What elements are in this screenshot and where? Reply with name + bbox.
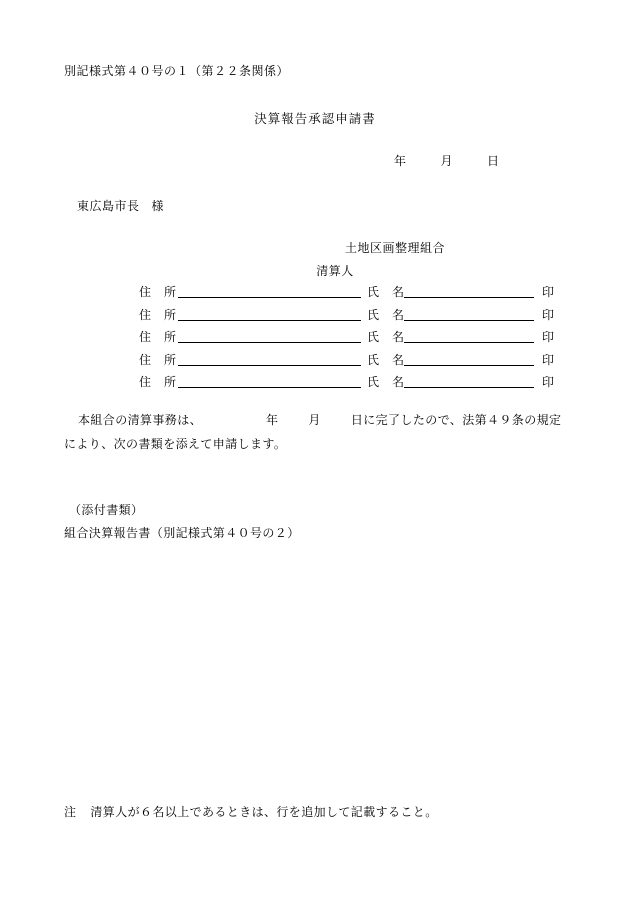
address-input-line[interactable] xyxy=(178,387,361,388)
footnote xyxy=(64,803,438,820)
footnote-label: 注 xyxy=(64,805,77,819)
organization-name: 土地区画整理組合 xyxy=(344,241,445,255)
address-label: 住 所 xyxy=(139,330,177,344)
name-input-line[interactable] xyxy=(404,342,534,343)
addressee-name: 東広島市長 xyxy=(77,199,140,213)
signature-row xyxy=(64,373,566,396)
addressee-line xyxy=(77,197,164,214)
document-content xyxy=(64,0,566,903)
footnote-text: 清算人が６名以上であるときは、行を追加して記載すること。 xyxy=(90,805,438,819)
addressee-honorific: 様 xyxy=(151,199,165,213)
seal-label: 印 xyxy=(542,307,555,322)
body-year-label: 年 xyxy=(266,413,279,427)
name-label: 氏 名 xyxy=(367,285,405,299)
name-input-line[interactable] xyxy=(404,387,534,388)
body-text-part2: 日に完了したので、法第４９条の規定により、次の書類を添えて申請します。 xyxy=(64,413,562,451)
signature-rows xyxy=(64,283,566,396)
signature-row xyxy=(64,328,566,351)
name-label: 氏 名 xyxy=(367,352,405,367)
role-label: 清算人 xyxy=(316,264,354,278)
address-label: 住 所 xyxy=(139,307,177,322)
seal-label: 印 xyxy=(542,330,555,344)
signature-row xyxy=(64,283,566,306)
seal-label: 印 xyxy=(542,285,555,299)
name-input-line[interactable] xyxy=(404,365,534,366)
name-label: 氏 名 xyxy=(367,375,405,389)
address-label: 住 所 xyxy=(139,352,177,367)
address-input-line[interactable] xyxy=(178,320,361,321)
name-label: 氏 名 xyxy=(367,330,405,344)
address-label: 住 所 xyxy=(139,285,177,299)
signature-row xyxy=(64,351,566,374)
date-line xyxy=(394,152,500,169)
address-input-line[interactable] xyxy=(178,365,361,366)
seal-label: 印 xyxy=(542,375,555,389)
signature-row xyxy=(64,306,566,329)
date-day-label: 日 xyxy=(487,154,500,168)
name-input-line[interactable] xyxy=(404,297,534,298)
form-identifier: 別記様式第４０号の１（第２２条関係） xyxy=(64,64,290,78)
attachments-heading: （添付書類） xyxy=(69,503,144,517)
body-text-part1: 本組合の清算事務は、 xyxy=(78,413,203,427)
address-input-line[interactable] xyxy=(178,342,361,343)
name-label: 氏 名 xyxy=(367,307,405,322)
seal-label: 印 xyxy=(542,352,555,367)
body-paragraph xyxy=(64,408,566,456)
date-month-label: 月 xyxy=(440,154,454,168)
address-input-line[interactable] xyxy=(178,297,361,298)
attachments-item: 組合決算報告書（別記様式第４０号の２） xyxy=(64,526,300,540)
body-month-label: 月 xyxy=(308,413,321,427)
document-title: 決算報告承認申請書 xyxy=(254,111,376,126)
address-label: 住 所 xyxy=(139,375,177,389)
name-input-line[interactable] xyxy=(404,320,534,321)
date-year-label: 年 xyxy=(394,154,407,168)
